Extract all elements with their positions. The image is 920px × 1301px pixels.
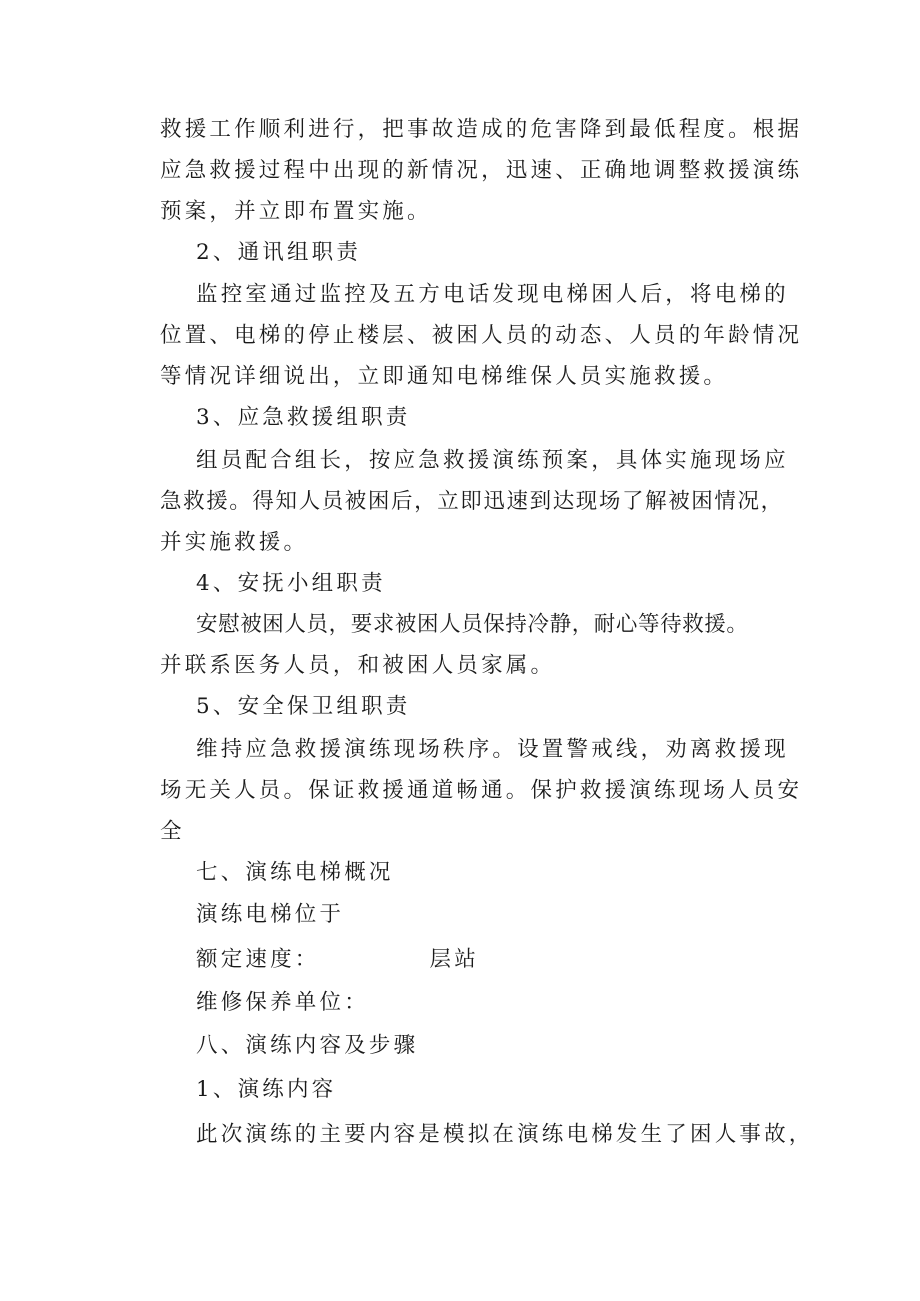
section-heading: 4、安抚小组职责 — [196, 571, 386, 596]
field-label-speed: 额定速度： — [196, 947, 320, 972]
paragraph-line: 全 — [160, 819, 185, 844]
field-label-maintenance: 维修保养单位： — [196, 990, 369, 1015]
paragraph-line: 等情况详细说出，立即通知电梯维保人员实施救援。 — [160, 364, 729, 389]
section-heading: 3、应急救援组职责 — [196, 405, 411, 430]
paragraph-line: 急救援。得知人员被困后，立即迅速到达现场了解被困情况， — [160, 489, 784, 514]
paragraph-line: 预案，并立即布置实施。 — [160, 199, 432, 224]
field-row-speed — [196, 945, 479, 975]
paragraph-line: 救援工作顺利进行，把事故造成的危害降到最低程度。根据 — [160, 117, 803, 142]
field-label-floors: 层站 — [429, 947, 479, 972]
paragraph-line: 并联系医务人员，和被困人员家属。 — [160, 653, 556, 678]
paragraph-line: 组员配合组长，按应急救援演练预案，具体实施现场应 — [196, 448, 789, 473]
field-label-location: 演练电梯位于 — [196, 902, 345, 927]
paragraph-line: 位置、电梯的停止楼层、被困人员的动态、人员的年龄情况 — [160, 323, 803, 348]
section-heading: 5、安全保卫组职责 — [196, 694, 411, 719]
paragraph-line: 应急救援过程中出现的新情况，迅速、正确地调整救援演练 — [160, 158, 803, 183]
paragraph-line: 安慰被困人员，要求被困人员保持冷静，耐心等待救援。 — [196, 612, 749, 637]
paragraph-line: 维持应急救援演练现场秩序。设置警戒线，劝离救援现 — [196, 737, 789, 762]
paragraph-line: 此次演练的主要内容是模拟在演练电梯发生了困人事故， — [196, 1122, 814, 1147]
paragraph-line: 监控室通过监控及五方电话发现电梯困人后，将电梯的 — [196, 282, 789, 307]
section-heading: 2、通讯组职责 — [196, 240, 362, 265]
paragraph-line: 并实施救援。 — [160, 530, 309, 555]
section-heading: 七、演练电梯概况 — [196, 860, 394, 885]
section-heading: 八、演练内容及步骤 — [196, 1033, 419, 1058]
paragraph-line: 场无关人员。保证救援通道畅通。保护救援演练现场人员安 — [160, 778, 803, 803]
section-heading: 1、演练内容 — [196, 1077, 337, 1102]
